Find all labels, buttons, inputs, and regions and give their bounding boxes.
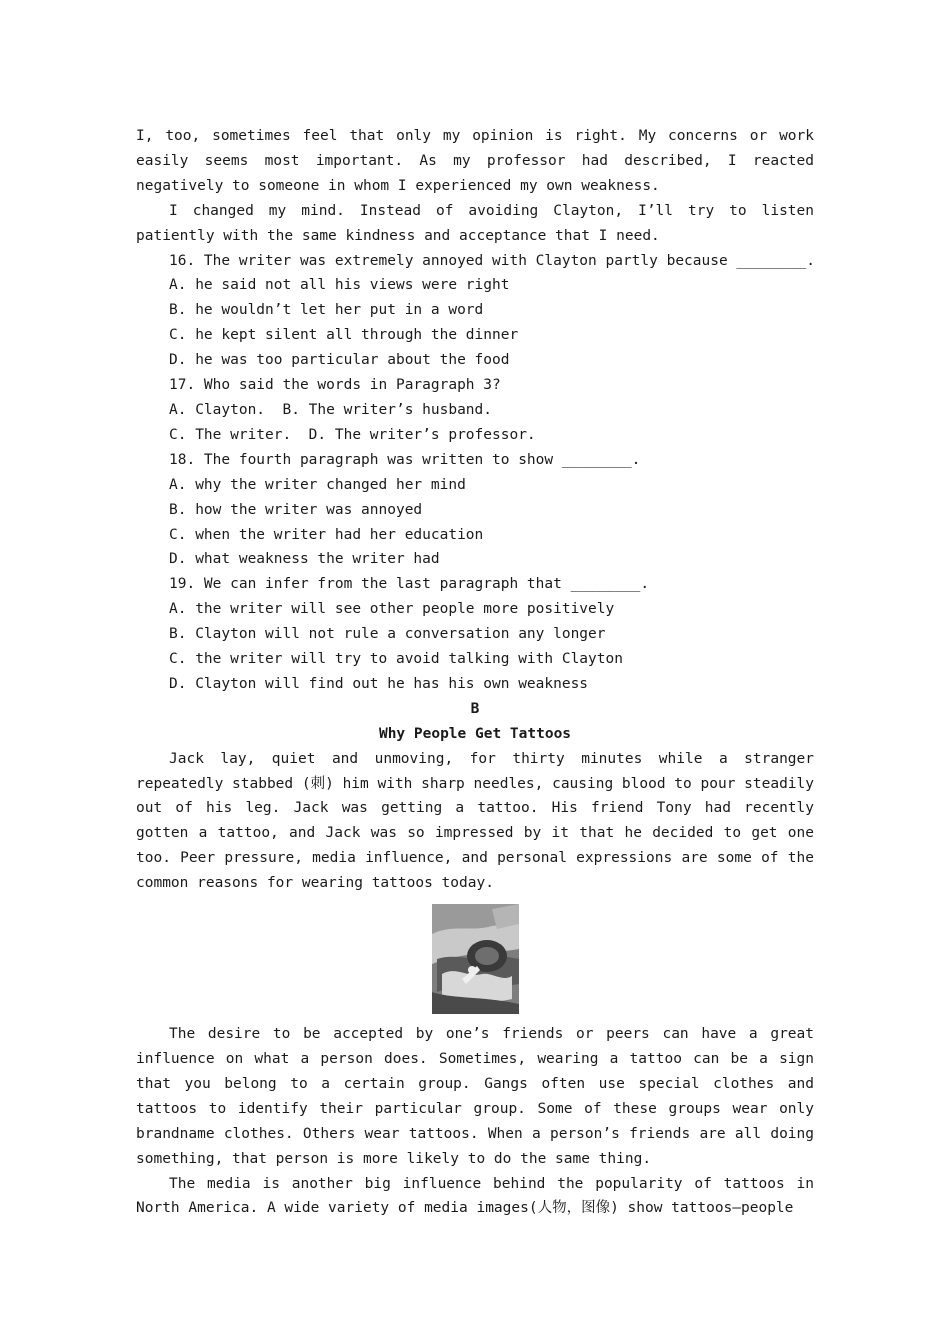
option-b: B. how the writer was annoyed — [169, 501, 423, 518]
question-stem: 19. We can infer from the last paragraph that ________. — [169, 576, 650, 593]
paragraph: The desire to be accepted by one’s friends or peers can have a great influence on what a person does. Sometimes, wearing a tattoo can be a sign that you belong to a certain group. Gangs often use special clothes and tattoos to identify their particular group. Some of these groups wear only brandname clothes. Others wear tattoos. When a person’s friends are all doing something, that person is more likely to do the same thing. — [136, 1026, 814, 1167]
paragraph: The media is another big influence behind the popularity of tattoos in North America. A wide variety of media images(人物，图像) show tattoos—people — [136, 1175, 814, 1217]
option-d: D. what weakness the writer had — [169, 551, 440, 568]
tattoo-photo — [136, 896, 814, 1022]
question-stem: 16. The writer was extremely annoyed with Clayton partly because ________. — [169, 252, 816, 269]
question-19 — [136, 572, 814, 697]
question-stem: 18. The fourth paragraph was written to show ________. — [169, 451, 641, 468]
paragraph: I, too, sometimes feel that only my opinion is right. My concerns or work easily seems most important. As my professor had described, I reacted negatively to someone in whom I experienced my own weakness. — [136, 128, 814, 194]
option-c: C. when the writer had her education — [169, 526, 484, 543]
option-d: D. he was too particular about the food — [169, 352, 510, 369]
question-17 — [136, 373, 814, 448]
option-a: A. why the writer changed her mind — [169, 476, 466, 493]
document-page — [136, 124, 814, 1221]
option-c: C. he kept silent all through the dinner — [169, 327, 519, 344]
option-b: B. Clayton will not rule a conversation any longer — [169, 626, 606, 643]
section-letter: B — [470, 700, 480, 717]
question-18 — [136, 448, 814, 573]
option-a: A. he said not all his views were right — [169, 277, 510, 294]
passage-title: Why People Get Tattoos — [378, 725, 572, 742]
paragraph: I changed my mind. Instead of avoiding Clayton, I’ll try to listen patiently with the same kindness and acceptance that I need. — [136, 202, 814, 244]
question-16 — [136, 249, 814, 374]
tattoo-photo-illustration — [432, 904, 519, 1014]
option-c: C. the writer will try to avoid talking with Clayton — [169, 651, 623, 668]
option-b: B. he wouldn’t let her put in a word — [169, 302, 484, 319]
options-line: C. The writer. D. The writer’s professor. — [169, 426, 536, 443]
paragraph: Jack lay, quiet and unmoving, for thirty minutes while a stranger repeatedly stabbed (刺) him with sharp needles, causing blood to pour steadily out of his leg. Jack was getting a tattoo. His friend Tony had recently gotten a tattoo, and Jack was so impressed by it that he decided to get one too. Peer pressure, media influence, and personal expressions are some of the common reasons for wearing tattoos today. — [136, 750, 814, 892]
option-a: A. the writer will see other people more positively — [169, 601, 615, 618]
options-line: A. Clayton. B. The writer’s husband. — [169, 401, 493, 418]
question-stem: 17. Who said the words in Paragraph 3? — [169, 377, 501, 394]
option-d: D. Clayton will find out he has his own weakness — [169, 675, 589, 692]
